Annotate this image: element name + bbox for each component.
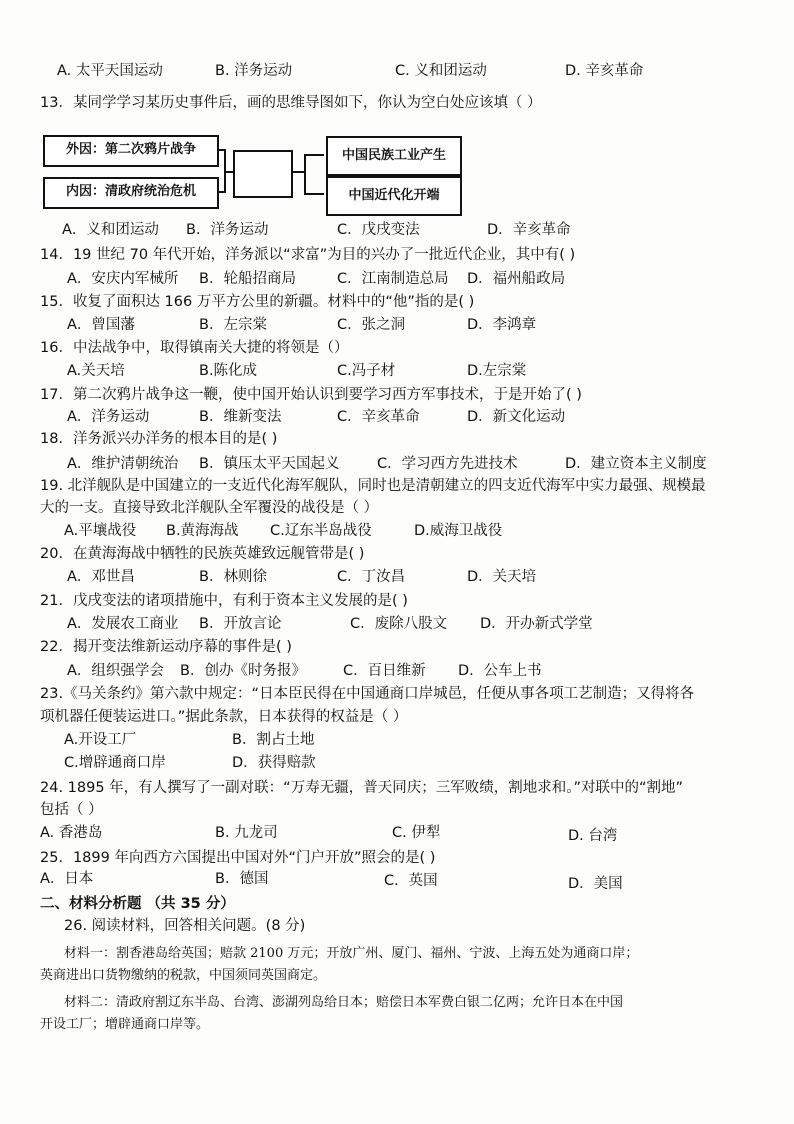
q16-option-a: A.关天培	[67, 363, 125, 379]
q19-stem-line2: 大的一支。直接导致北洋舰队全军覆没的战役是（ ）	[40, 500, 379, 516]
q13-option-b: B．洋务运动	[186, 222, 269, 238]
diagram-result-industry: 中国民族工业产生	[326, 136, 462, 176]
q22-option-b: B．创办《时务报》	[180, 663, 306, 679]
q22-option-d: D．公车上书	[458, 663, 542, 679]
q16-option-d: D.左宗棠	[467, 363, 527, 379]
q19-option-a: A.平壤战役	[64, 523, 137, 539]
q19-stem-line1: 19. 北洋舰队是中国建立的一支近代化海军舰队，同时也是清朝建立的四支近代海军中实力最强、规模最	[40, 478, 706, 494]
q18-option-a: A．维护清朝统治	[67, 456, 179, 472]
q23-option-a: A.开设工厂	[64, 732, 137, 748]
q20-option-c: C．丁汝昌	[337, 569, 406, 585]
q20-option-a: A．邓世昌	[67, 569, 135, 585]
q17-stem: 17．第二次鸦片战争这一鞭，使中国开始认识到要学习西方军事技术，于是开始了( )	[40, 387, 582, 403]
q16-stem: 16．中法战争中，取得镇南关大捷的将领是（）	[40, 340, 349, 356]
q25-option-d: D．美国	[568, 876, 623, 892]
q21-option-a: A．发展农工商业	[67, 616, 179, 632]
material-two-line2: 开设工厂；增辟通商口岸等。	[40, 1017, 210, 1032]
material-one-line1: 材料一：割香港岛给英国；赔款 2100 万元；开放广州、厦门、福州、宁波、上海五处为通商口岸；	[64, 946, 639, 961]
q14-stem: 14．19 世纪 70 年代开始，洋务派以“求富”为目的兴办了一批近代企业，其中有( )	[40, 247, 576, 263]
q13-option-d: D．辛亥革命	[487, 222, 571, 238]
connector	[304, 193, 324, 195]
q17-option-a: A．洋务运动	[67, 409, 150, 425]
diagram-external-cause: 外因：第二次鸦片战争	[43, 135, 219, 167]
q21-stem: 21．戊戌变法的诸项措施中，有利于资本主义发展的是( )	[40, 593, 408, 609]
q23-option-c: C.增辟通商口岸	[64, 755, 166, 771]
q19-option-c: C.辽东半岛战役	[270, 523, 372, 539]
q15-option-a: A．曾国藩	[67, 317, 135, 333]
q13-stem: 13．某同学学习某历史事件后，画的思维导图如下，你认为空白处应该填（ ）	[40, 95, 542, 111]
q25-option-a: A．日本	[40, 871, 94, 887]
section-heading: 二、材料分析题 （共 35 分）	[40, 896, 235, 912]
q14-option-a: A．安庆内军械所	[67, 271, 179, 287]
q21-option-b: B．开放言论	[199, 616, 282, 632]
connector	[224, 171, 234, 173]
diagram-blank-box	[233, 150, 293, 198]
q22-stem: 22．揭开变法维新运动序幕的事件是( )	[40, 639, 292, 655]
q22-option-c: C．百日维新	[343, 663, 426, 679]
q21-option-d: D．开办新式学堂	[480, 616, 593, 632]
q13-option-c: C．戊戌变法	[337, 222, 420, 238]
q24-stem-line2: 包括（ ）	[40, 802, 103, 818]
q25-option-b: B．德国	[215, 871, 269, 887]
q23-option-d: D．获得赔款	[232, 755, 316, 771]
q24-stem-line1: 24. 1895 年，有人撰写了一副对联：“万寿无疆，普天同庆；三军败绩，割地求和。”对联中的“割地”	[40, 780, 683, 796]
q20-option-d: D．关天培	[467, 569, 537, 585]
q13-option-a: A．义和团运动	[62, 222, 159, 238]
q24-option-d: D. 台湾	[568, 828, 618, 844]
q17-option-b: B．维新变法	[199, 409, 282, 425]
q23-stem-line1: 23.《马关条约》第六款中规定：“日本臣民得在中国通商口岸城邑，任便从事各项工艺制造；又得将各	[40, 686, 695, 702]
q18-option-b: B．镇压太平天国起义	[199, 456, 340, 472]
q20-option-b: B．林则徐	[199, 569, 267, 585]
q25-stem: 25．1899 年向西方六国提出中国对外“门户开放”照会的是( )	[40, 850, 436, 866]
q23-option-b: B．割占土地	[232, 732, 315, 748]
q26-stem: 26. 阅读材料，回答相关问题。(8 分)	[64, 918, 306, 934]
q12-option-c: C. 义和团运动	[395, 63, 487, 79]
q15-option-b: B．左宗棠	[199, 317, 267, 333]
connector	[304, 154, 306, 194]
q21-option-c: C．废除八股文	[350, 616, 448, 632]
q15-option-c: C．张之洞	[337, 317, 406, 333]
q17-option-c: C．辛亥革命	[337, 409, 420, 425]
diagram-result-modernization: 中国近代化开端	[326, 176, 462, 216]
q18-option-c: C．学习西方先进技术	[377, 456, 518, 472]
q19-option-b: B.黄海海战	[166, 523, 239, 539]
connector	[291, 171, 305, 173]
diagram-internal-cause: 内因：清政府统治危机	[43, 177, 219, 209]
q18-stem: 18．洋务派兴办洋务的根本目的是( )	[40, 431, 278, 447]
connector	[304, 154, 324, 156]
q14-option-b: B．轮船招商局	[199, 271, 296, 287]
q20-stem: 20．在黄海海战中牺牲的民族英雄致远舰管带是( )	[40, 546, 365, 562]
q22-option-a: A．组织强学会	[67, 663, 164, 679]
q12-option-d: D. 辛亥革命	[565, 63, 644, 79]
q23-stem-line2: 项机器任便装运进口。”据此条款，日本获得的权益是（ ）	[40, 709, 408, 725]
material-two-line1: 材料二：清政府割辽东半岛、台湾、澎湖列岛给日本；赔偿日本军费白银二亿两；允许日本在中国	[64, 995, 624, 1010]
q14-option-c: C．江南制造总局	[337, 271, 449, 287]
q16-option-c: C.冯子材	[337, 363, 396, 379]
q24-option-c: C. 伊犁	[392, 825, 441, 841]
q24-option-a: A. 香港岛	[40, 825, 103, 841]
q12-option-b: B. 洋务运动	[215, 63, 293, 79]
q16-option-b: B.陈化成	[199, 363, 258, 379]
q12-option-a: A. 太平天国运动	[57, 63, 163, 79]
q24-option-b: B. 九龙司	[215, 825, 278, 841]
q18-option-d: D．建立资本主义制度	[565, 456, 707, 472]
q15-option-d: D．李鸿章	[467, 317, 537, 333]
q19-option-d: D.威海卫战役	[414, 523, 503, 539]
material-one-line2: 英商进出口货物缴纳的税款，中国须同英国商定。	[40, 968, 327, 983]
q14-option-d: D．福州船政局	[467, 271, 566, 287]
q15-stem: 15．收复了面积达 166 万平方公里的新疆。材料中的“他”指的是( )	[40, 294, 475, 310]
q25-option-c: C．英国	[384, 873, 438, 889]
q17-option-d: D．新文化运动	[467, 409, 566, 425]
